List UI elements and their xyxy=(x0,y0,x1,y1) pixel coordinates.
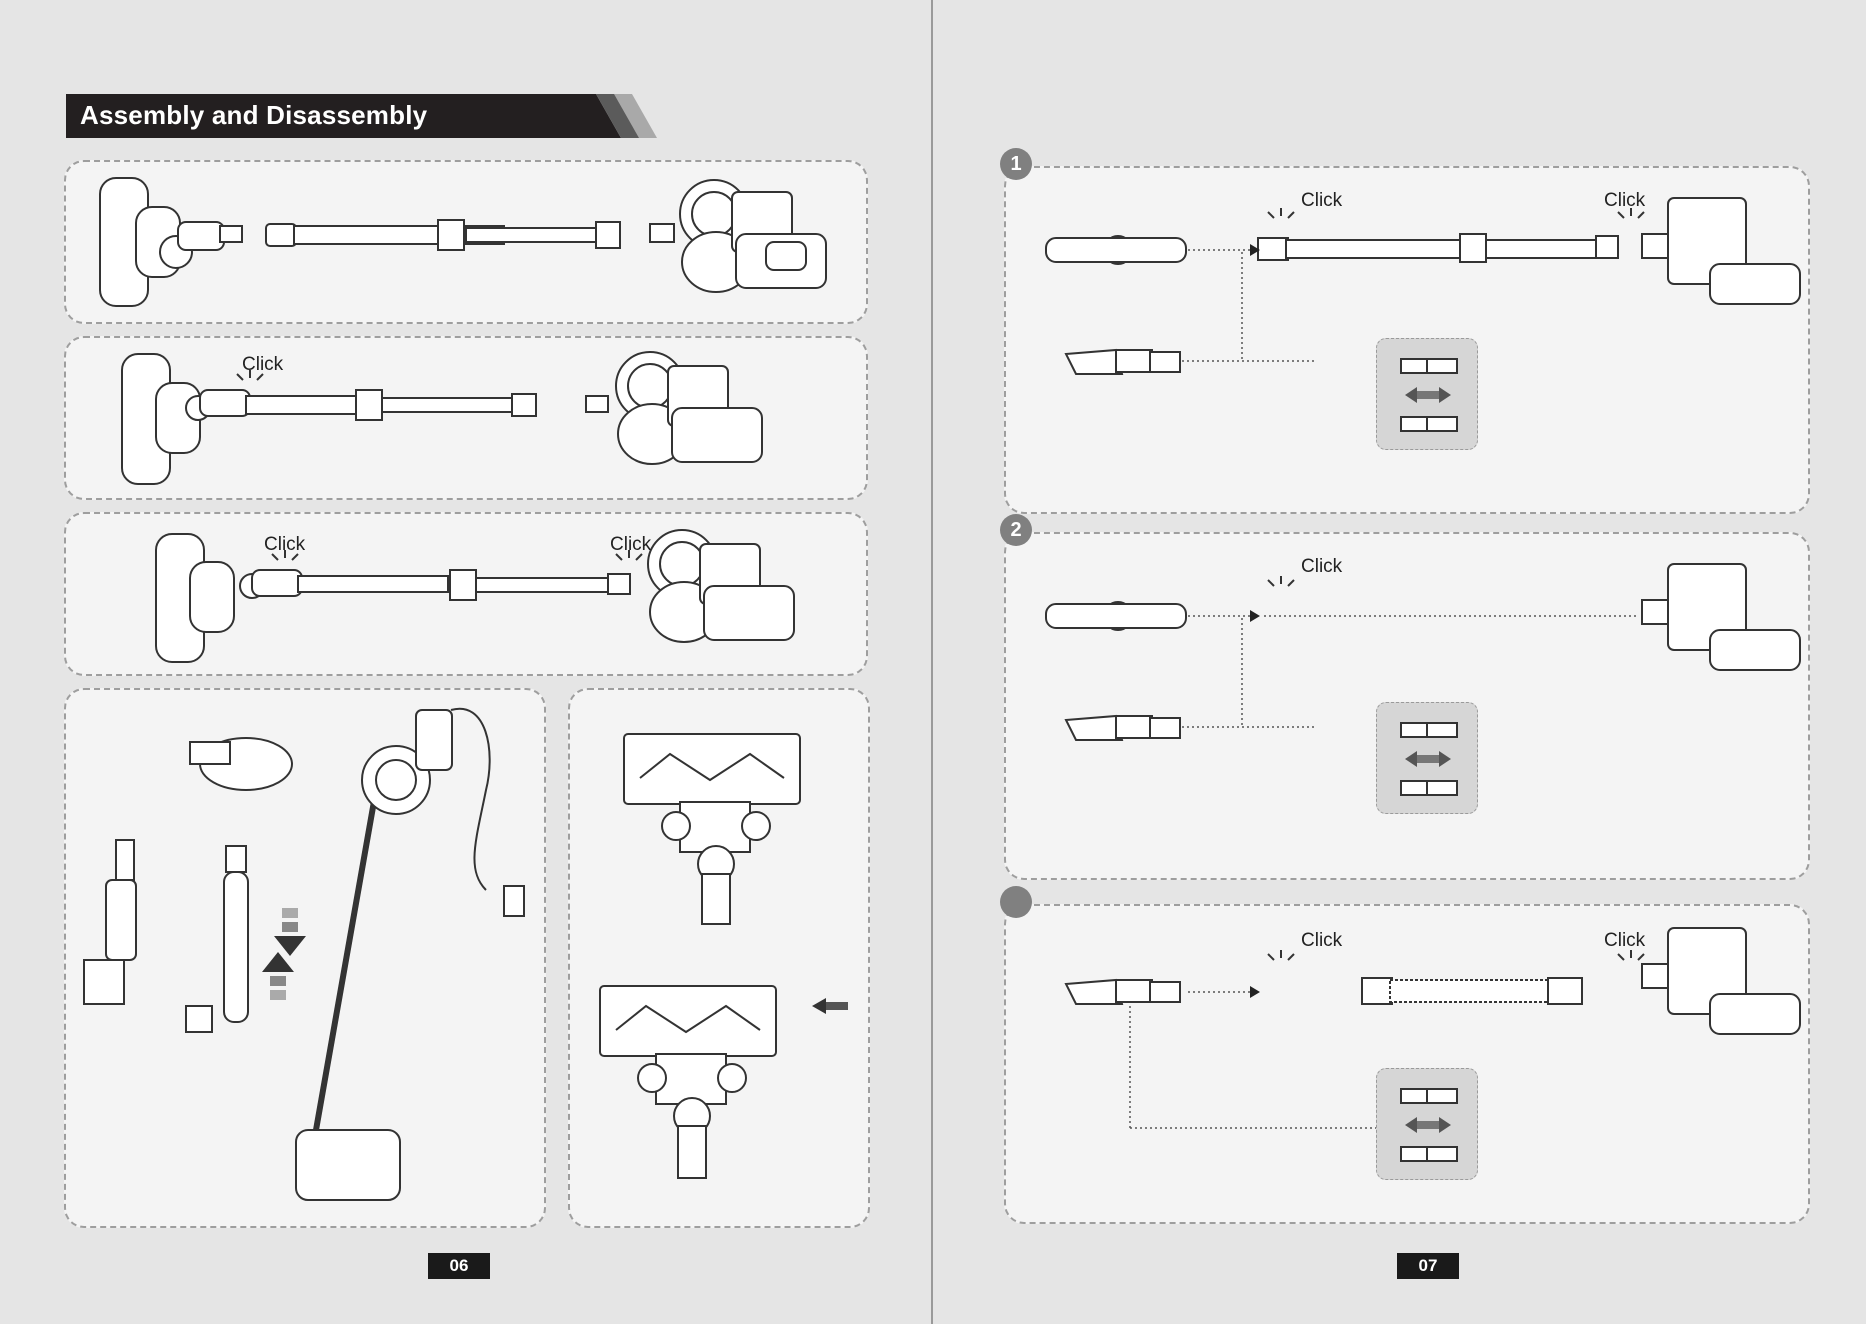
step-panel-1 xyxy=(1004,153,1810,514)
vacuum-parts-illustration-3 xyxy=(66,514,870,678)
page-number: 07 xyxy=(1397,1253,1459,1279)
assembly-panel-3 xyxy=(64,512,868,676)
click-label: Click xyxy=(242,354,284,375)
step-number-3 xyxy=(1000,886,1032,918)
accessories-illustration xyxy=(66,690,548,1230)
tool-swap-box xyxy=(1376,702,1478,814)
vacuum-parts-illustration-2 xyxy=(66,338,870,502)
swap-arrows-illustration xyxy=(1377,703,1479,815)
page-number: 06 xyxy=(428,1253,490,1279)
click-label: Click xyxy=(1301,930,1343,951)
section-header xyxy=(66,94,626,138)
accessories-panel xyxy=(64,688,546,1228)
swap-arrows-illustration xyxy=(1377,339,1479,451)
click-label: Click xyxy=(1301,190,1343,211)
step-number-2: 2 xyxy=(1000,514,1032,546)
click-label: Click xyxy=(610,534,652,555)
assembly-panel-2 xyxy=(64,336,868,500)
click-label: Click xyxy=(264,534,306,555)
page-spine xyxy=(931,0,933,1324)
tool-swap-box xyxy=(1376,338,1478,450)
tool-swap-box xyxy=(1376,1068,1478,1180)
assembly-panel-1 xyxy=(64,160,868,324)
floor-head-panel xyxy=(568,688,870,1228)
click-label: Click xyxy=(1604,190,1646,211)
vacuum-parts-illustration-1 xyxy=(66,162,870,326)
step-panel-3 xyxy=(1004,904,1810,1224)
click-label: Click xyxy=(1604,930,1646,951)
floor-head-illustration xyxy=(570,690,872,1230)
page-title: Assembly and Disassembly xyxy=(80,100,428,130)
swap-arrows-illustration xyxy=(1377,1069,1479,1181)
step-number-1: 1 xyxy=(1000,148,1032,180)
step-panel-2 xyxy=(1004,519,1810,880)
click-label: Click xyxy=(1301,556,1343,577)
